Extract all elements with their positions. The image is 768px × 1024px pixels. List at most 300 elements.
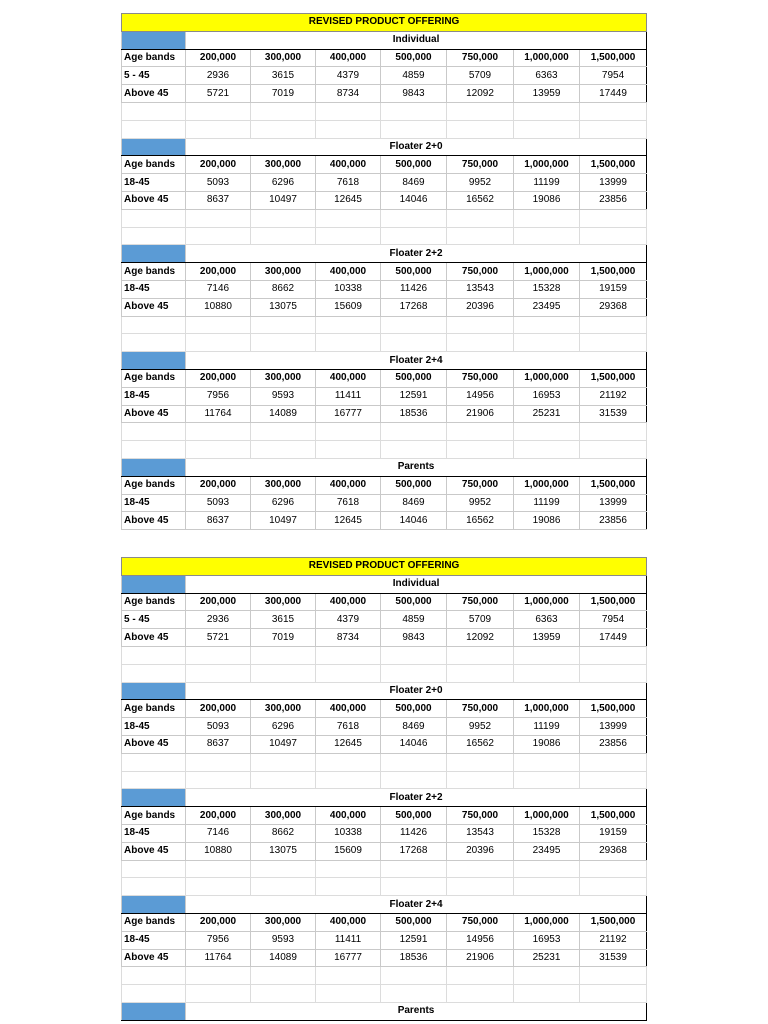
sum-insured-header: 1,500,000 (580, 913, 647, 931)
section-title: Individual (186, 31, 647, 49)
section-header-row (122, 263, 647, 281)
section-marker-cell (122, 245, 186, 263)
sum-insured-header: 500,000 (381, 700, 447, 718)
premium-cell: 29368 (580, 298, 647, 316)
empty-cell (580, 771, 647, 789)
empty-cell (514, 860, 580, 878)
empty-cell (316, 878, 381, 896)
sum-insured-header: 500,000 (381, 49, 447, 67)
premium-cell: 5093 (186, 718, 251, 736)
sum-insured-header: 750,000 (447, 593, 514, 611)
section-marker-cell (122, 138, 186, 156)
empty-cell (580, 860, 647, 878)
section-title-row (122, 682, 647, 700)
section-title-row (122, 31, 647, 49)
sum-insured-header: 200,000 (186, 156, 251, 174)
sum-insured-header: 750,000 (447, 476, 514, 494)
empty-cell (251, 423, 316, 441)
empty-cell (316, 316, 381, 334)
empty-cell (447, 441, 514, 459)
empty-cell (251, 334, 316, 352)
empty-cell (251, 878, 316, 896)
premium-cell: 9843 (381, 85, 447, 103)
spacer-row (122, 441, 647, 459)
empty-cell (514, 985, 580, 1003)
empty-cell (316, 860, 381, 878)
premium-cell: 10338 (316, 280, 381, 298)
sum-insured-header: 500,000 (381, 913, 447, 931)
empty-cell (580, 334, 647, 352)
section-title-row (122, 1002, 647, 1020)
premium-cell: 11764 (186, 405, 251, 423)
sum-insured-header: 300,000 (251, 369, 316, 387)
premium-cell: 16562 (447, 735, 514, 753)
premium-cell: 17268 (381, 842, 447, 860)
empty-cell (447, 860, 514, 878)
premium-cell: 8637 (186, 191, 251, 209)
empty-cell (514, 316, 580, 334)
sum-insured-header: 1,000,000 (514, 476, 580, 494)
section-title-row (122, 138, 647, 156)
premium-cell: 9593 (251, 931, 316, 949)
age-bands-header: Age bands (122, 49, 186, 67)
premium-cell: 9952 (447, 718, 514, 736)
empty-cell (514, 441, 580, 459)
sum-insured-header: 400,000 (316, 49, 381, 67)
section-marker-cell (122, 789, 186, 807)
premium-cell: 11411 (316, 931, 381, 949)
premium-cell: 5709 (447, 67, 514, 85)
premium-cell: 8662 (251, 280, 316, 298)
sum-insured-header: 200,000 (186, 700, 251, 718)
premium-cell: 13999 (580, 494, 647, 512)
section-marker-cell (122, 458, 186, 476)
spacer-row (122, 209, 647, 227)
spacer-row (122, 120, 647, 138)
age-band-label: Above 45 (122, 85, 186, 103)
empty-cell (580, 753, 647, 771)
premium-cell: 13543 (447, 280, 514, 298)
age-band-label: Above 45 (122, 405, 186, 423)
age-band-label: 18-45 (122, 718, 186, 736)
premium-cell: 8637 (186, 512, 251, 530)
premium-row (122, 298, 647, 316)
premium-cell: 14956 (447, 387, 514, 405)
empty-cell (381, 878, 447, 896)
empty-cell (447, 664, 514, 682)
age-bands-header: Age bands (122, 913, 186, 931)
sum-insured-header: 750,000 (447, 807, 514, 825)
premium-cell: 16777 (316, 405, 381, 423)
premium-cell: 8469 (381, 174, 447, 192)
sum-insured-header: 500,000 (381, 263, 447, 281)
sum-insured-header: 300,000 (251, 913, 316, 931)
empty-cell (251, 967, 316, 985)
premium-cell: 8469 (381, 718, 447, 736)
empty-cell (186, 209, 251, 227)
premium-cell: 4379 (316, 67, 381, 85)
premium-cell: 9952 (447, 174, 514, 192)
empty-cell (580, 120, 647, 138)
premium-row (122, 512, 647, 530)
empty-cell (122, 316, 186, 334)
premium-cell: 7618 (316, 174, 381, 192)
empty-cell (514, 771, 580, 789)
premium-cell: 3615 (251, 611, 316, 629)
spacer-row (122, 967, 647, 985)
premium-cell: 13543 (447, 824, 514, 842)
empty-cell (316, 967, 381, 985)
empty-cell (580, 646, 647, 664)
premium-cell: 7618 (316, 718, 381, 736)
premium-cell: 12645 (316, 191, 381, 209)
empty-cell (381, 102, 447, 120)
empty-cell (251, 646, 316, 664)
age-bands-header: Age bands (122, 369, 186, 387)
empty-cell (186, 102, 251, 120)
empty-cell (580, 441, 647, 459)
section-marker-cell (122, 1002, 186, 1020)
premium-cell: 13959 (514, 85, 580, 103)
sum-insured-header: 400,000 (316, 369, 381, 387)
premium-cell: 23856 (580, 191, 647, 209)
sum-insured-header: 750,000 (447, 913, 514, 931)
empty-cell (316, 102, 381, 120)
empty-cell (447, 771, 514, 789)
spacer-row (122, 664, 647, 682)
sum-insured-header: 300,000 (251, 476, 316, 494)
premium-cell: 20396 (447, 842, 514, 860)
sum-insured-header: 1,500,000 (580, 49, 647, 67)
empty-cell (447, 102, 514, 120)
spacer-row (122, 985, 647, 1003)
premium-cell: 12645 (316, 512, 381, 530)
premium-cell: 12092 (447, 85, 514, 103)
sum-insured-header: 400,000 (316, 807, 381, 825)
premium-cell: 10338 (316, 824, 381, 842)
premium-cell: 8637 (186, 735, 251, 753)
premium-cell: 11426 (381, 824, 447, 842)
section-marker-cell (122, 352, 186, 370)
empty-cell (186, 967, 251, 985)
sum-insured-header: 1,500,000 (580, 700, 647, 718)
premium-cell: 16953 (514, 931, 580, 949)
premium-cell: 9952 (447, 494, 514, 512)
spacer-row (122, 423, 647, 441)
section-header-row (122, 476, 647, 494)
empty-cell (381, 860, 447, 878)
section-marker-cell (122, 896, 186, 914)
sum-insured-header: 1,000,000 (514, 263, 580, 281)
age-bands-header: Age bands (122, 263, 186, 281)
empty-cell (514, 646, 580, 664)
age-band-label: Above 45 (122, 735, 186, 753)
sum-insured-header: 500,000 (381, 369, 447, 387)
premium-cell: 7956 (186, 931, 251, 949)
age-band-label: 18-45 (122, 494, 186, 512)
empty-cell (251, 985, 316, 1003)
empty-cell (514, 227, 580, 245)
empty-cell (580, 664, 647, 682)
sum-insured-header: 200,000 (186, 263, 251, 281)
empty-cell (514, 120, 580, 138)
premium-cell: 17449 (580, 629, 647, 647)
empty-cell (122, 209, 186, 227)
premium-cell: 23495 (514, 842, 580, 860)
empty-cell (122, 227, 186, 245)
empty-cell (186, 753, 251, 771)
empty-cell (447, 753, 514, 771)
empty-cell (514, 967, 580, 985)
premium-cell: 6363 (514, 611, 580, 629)
empty-cell (381, 646, 447, 664)
empty-cell (186, 423, 251, 441)
empty-cell (251, 102, 316, 120)
empty-cell (381, 423, 447, 441)
premium-cell: 12645 (316, 735, 381, 753)
premium-cell: 16562 (447, 512, 514, 530)
empty-cell (316, 771, 381, 789)
sum-insured-header: 1,000,000 (514, 369, 580, 387)
section-header-row (122, 807, 647, 825)
empty-cell (316, 334, 381, 352)
premium-cell: 6296 (251, 174, 316, 192)
empty-cell (514, 878, 580, 896)
section-header-row (122, 913, 647, 931)
empty-cell (251, 227, 316, 245)
rate-sheet-bottom (121, 557, 647, 1021)
empty-cell (580, 209, 647, 227)
premium-cell: 19159 (580, 824, 647, 842)
premium-cell: 25231 (514, 405, 580, 423)
premium-row (122, 611, 647, 629)
empty-cell (514, 753, 580, 771)
empty-cell (580, 102, 647, 120)
premium-cell: 18536 (381, 949, 447, 967)
empty-cell (122, 860, 186, 878)
premium-cell: 6363 (514, 67, 580, 85)
empty-cell (316, 646, 381, 664)
premium-cell: 7146 (186, 824, 251, 842)
premium-cell: 7146 (186, 280, 251, 298)
premium-cell: 14046 (381, 191, 447, 209)
empty-cell (251, 753, 316, 771)
empty-cell (580, 967, 647, 985)
empty-cell (186, 334, 251, 352)
sum-insured-header: 300,000 (251, 156, 316, 174)
empty-cell (381, 334, 447, 352)
premium-cell: 5093 (186, 174, 251, 192)
sum-insured-header: 400,000 (316, 593, 381, 611)
sum-insured-header: 200,000 (186, 369, 251, 387)
empty-cell (186, 664, 251, 682)
empty-cell (251, 316, 316, 334)
age-band-label: Above 45 (122, 512, 186, 530)
sum-insured-header: 1,500,000 (580, 807, 647, 825)
premium-cell: 11764 (186, 949, 251, 967)
premium-row (122, 67, 647, 85)
empty-cell (122, 120, 186, 138)
premium-cell: 2936 (186, 611, 251, 629)
section-header-row (122, 49, 647, 67)
premium-cell: 10880 (186, 298, 251, 316)
spacer-row (122, 102, 647, 120)
empty-cell (447, 878, 514, 896)
age-bands-header: Age bands (122, 593, 186, 611)
empty-cell (381, 753, 447, 771)
empty-cell (316, 985, 381, 1003)
empty-cell (122, 646, 186, 664)
premium-row (122, 735, 647, 753)
premium-cell: 5093 (186, 494, 251, 512)
empty-cell (381, 227, 447, 245)
spacer-row (122, 334, 647, 352)
empty-cell (447, 334, 514, 352)
empty-cell (447, 646, 514, 664)
rate-sheet-top (121, 13, 647, 530)
age-band-label: 5 - 45 (122, 67, 186, 85)
premium-cell: 12591 (381, 387, 447, 405)
sum-insured-header: 300,000 (251, 263, 316, 281)
sum-insured-header: 200,000 (186, 913, 251, 931)
sum-insured-header: 400,000 (316, 476, 381, 494)
empty-cell (447, 423, 514, 441)
sum-insured-header: 1,000,000 (514, 700, 580, 718)
empty-cell (122, 878, 186, 896)
premium-cell: 19159 (580, 280, 647, 298)
premium-cell: 7019 (251, 85, 316, 103)
empty-cell (316, 227, 381, 245)
sum-insured-header: 1,000,000 (514, 807, 580, 825)
premium-cell: 9593 (251, 387, 316, 405)
premium-cell: 14046 (381, 735, 447, 753)
premium-cell: 18536 (381, 405, 447, 423)
spacer-row (122, 646, 647, 664)
premium-row (122, 85, 647, 103)
empty-cell (186, 860, 251, 878)
empty-cell (251, 771, 316, 789)
sum-insured-header: 400,000 (316, 263, 381, 281)
sum-insured-header: 200,000 (186, 807, 251, 825)
section-title-row (122, 458, 647, 476)
premium-row (122, 949, 647, 967)
premium-cell: 7954 (580, 611, 647, 629)
sum-insured-header: 1,500,000 (580, 476, 647, 494)
age-band-label: 5 - 45 (122, 611, 186, 629)
empty-cell (122, 985, 186, 1003)
age-bands-header: Age bands (122, 156, 186, 174)
empty-cell (447, 209, 514, 227)
premium-cell: 11426 (381, 280, 447, 298)
sum-insured-header: 300,000 (251, 700, 316, 718)
age-band-label: 18-45 (122, 824, 186, 842)
section-title-row (122, 245, 647, 263)
empty-cell (122, 967, 186, 985)
sum-insured-header: 400,000 (316, 700, 381, 718)
section-title-row (122, 352, 647, 370)
age-bands-header: Age bands (122, 476, 186, 494)
premium-cell: 13959 (514, 629, 580, 647)
empty-cell (122, 753, 186, 771)
empty-cell (122, 771, 186, 789)
premium-cell: 21192 (580, 387, 647, 405)
sum-insured-header: 400,000 (316, 913, 381, 931)
empty-cell (316, 209, 381, 227)
empty-cell (186, 120, 251, 138)
sum-insured-header: 300,000 (251, 49, 316, 67)
premium-cell: 13999 (580, 718, 647, 736)
age-band-label: Above 45 (122, 842, 186, 860)
premium-cell: 8469 (381, 494, 447, 512)
empty-cell (186, 441, 251, 459)
empty-cell (447, 120, 514, 138)
premium-cell: 4379 (316, 611, 381, 629)
sum-insured-header: 750,000 (447, 49, 514, 67)
empty-cell (514, 423, 580, 441)
spacer-row (122, 878, 647, 896)
sum-insured-header: 750,000 (447, 700, 514, 718)
empty-cell (381, 316, 447, 334)
empty-cell (251, 860, 316, 878)
sum-insured-header: 750,000 (447, 156, 514, 174)
sum-insured-header: 1,500,000 (580, 369, 647, 387)
empty-cell (122, 664, 186, 682)
sum-insured-header: 1,500,000 (580, 156, 647, 174)
age-bands-header: Age bands (122, 807, 186, 825)
sheet-banner: REVISED PRODUCT OFFERING (122, 14, 647, 32)
section-title-row (122, 789, 647, 807)
premium-cell: 10880 (186, 842, 251, 860)
premium-cell: 4859 (381, 67, 447, 85)
section-title: Individual (186, 575, 647, 593)
premium-row (122, 629, 647, 647)
premium-cell: 21906 (447, 405, 514, 423)
sum-insured-header: 200,000 (186, 593, 251, 611)
premium-cell: 7956 (186, 387, 251, 405)
empty-cell (381, 985, 447, 1003)
premium-cell: 14089 (251, 405, 316, 423)
empty-cell (251, 209, 316, 227)
premium-cell: 17449 (580, 85, 647, 103)
banner-row (122, 14, 647, 32)
premium-cell: 13075 (251, 298, 316, 316)
premium-cell: 6296 (251, 494, 316, 512)
section-title-row (122, 575, 647, 593)
premium-cell: 3615 (251, 67, 316, 85)
premium-cell: 15609 (316, 842, 381, 860)
premium-cell: 31539 (580, 405, 647, 423)
section-title: Floater 2+2 (186, 789, 647, 807)
premium-cell: 8662 (251, 824, 316, 842)
premium-row (122, 191, 647, 209)
spacer-row (122, 860, 647, 878)
spacer-row (122, 771, 647, 789)
empty-cell (122, 102, 186, 120)
premium-cell: 19086 (514, 191, 580, 209)
sheet-banner: REVISED PRODUCT OFFERING (122, 558, 647, 576)
section-title: Floater 2+0 (186, 138, 647, 156)
sum-insured-header: 1,000,000 (514, 593, 580, 611)
premium-cell: 19086 (514, 512, 580, 530)
empty-cell (186, 771, 251, 789)
section-header-row (122, 369, 647, 387)
section-title: Floater 2+2 (186, 245, 647, 263)
empty-cell (514, 334, 580, 352)
age-band-label: 18-45 (122, 280, 186, 298)
premium-cell: 10497 (251, 512, 316, 530)
premium-cell: 12092 (447, 629, 514, 647)
empty-cell (580, 316, 647, 334)
